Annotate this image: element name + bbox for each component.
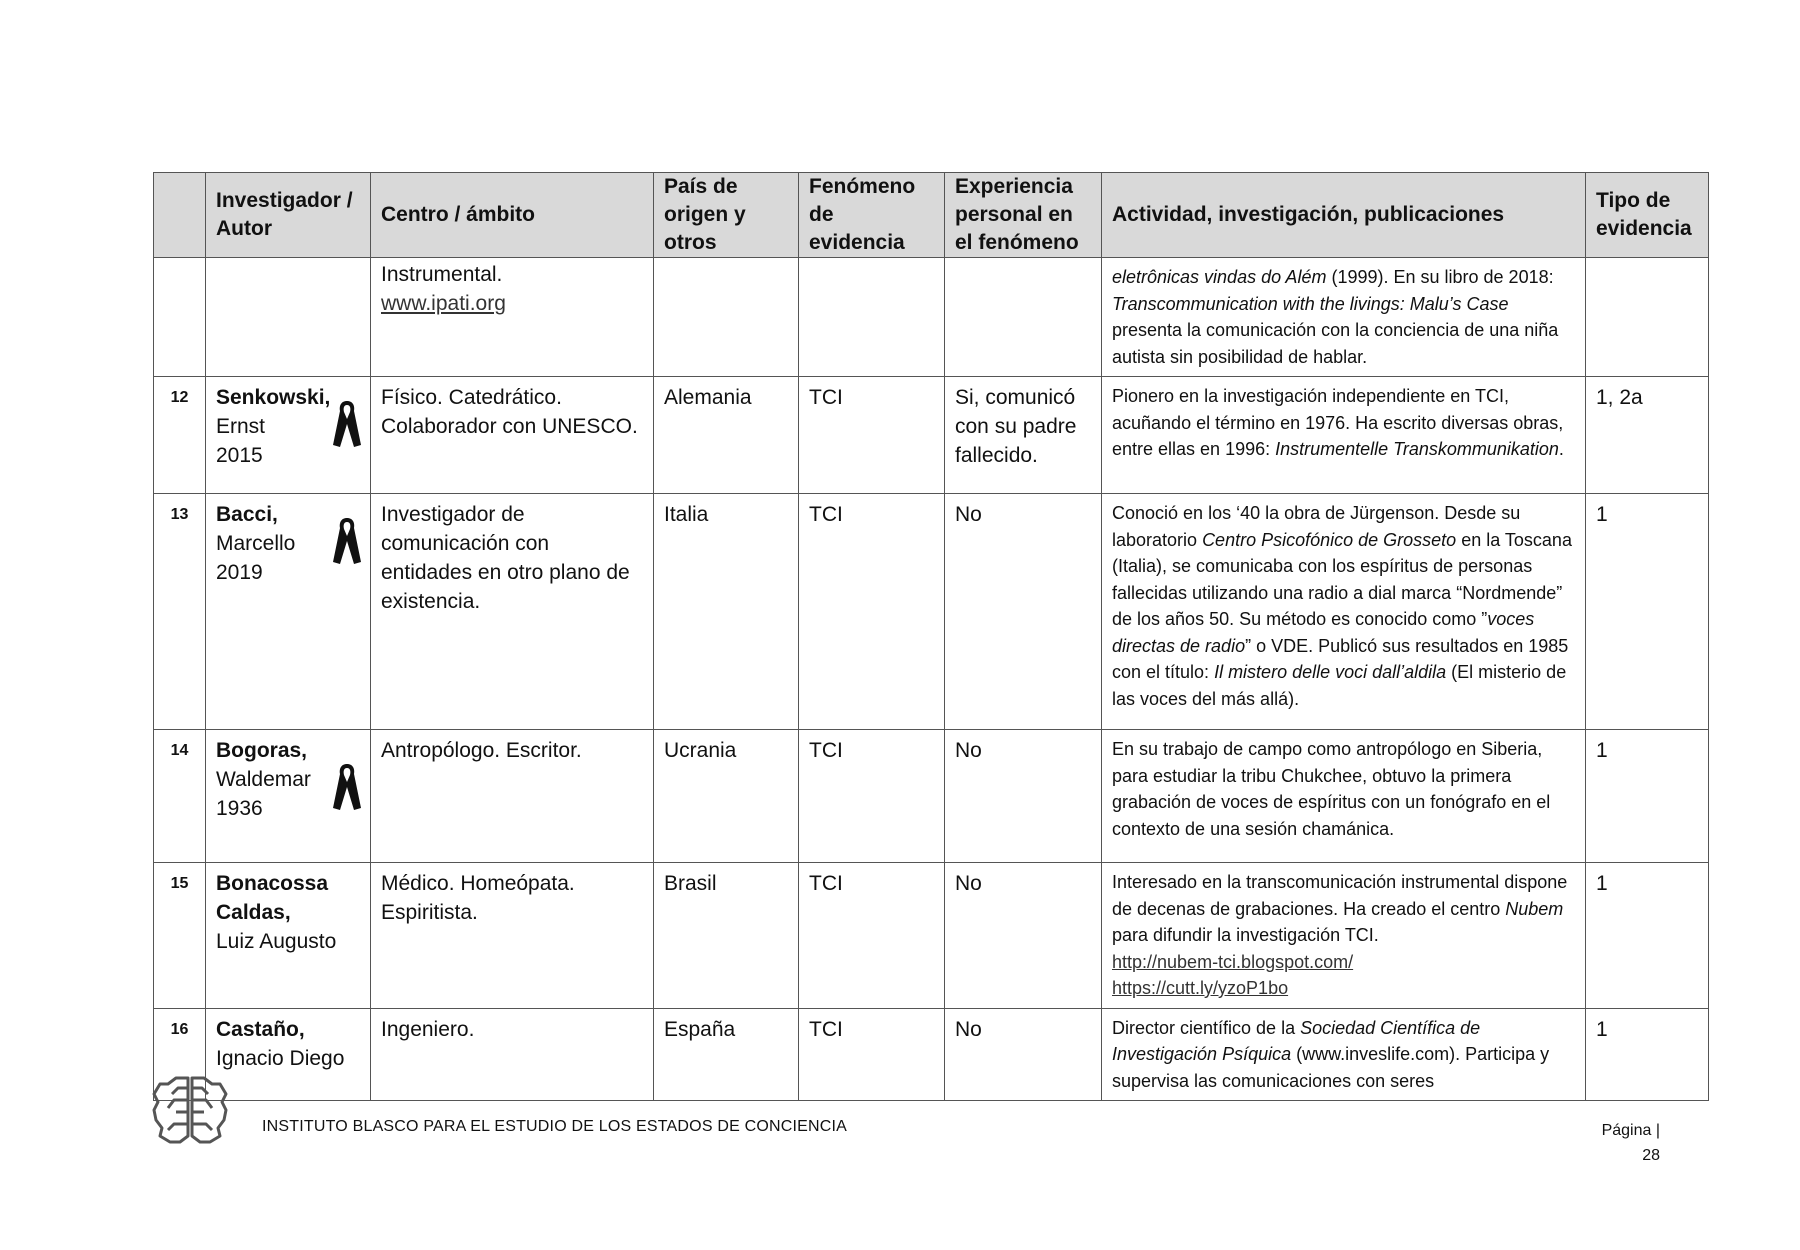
act-italic: Il mistero delle voci dall’aldila [1214, 662, 1447, 682]
header-pais: País de origen y otros [654, 173, 799, 258]
ipati-link[interactable]: www.ipati.org [381, 292, 506, 315]
cell-pais [654, 258, 799, 377]
given-name: Waldemar [216, 768, 311, 791]
cell-pais: Ucrania [654, 730, 799, 863]
surname: Bonacossa Caldas, [216, 872, 329, 924]
header-centro: Centro / ámbito [371, 173, 654, 258]
act-italic: Transcommunication with the livings: Malu’s Case [1112, 293, 1509, 314]
cell-actividad: En su trabajo de campo como antropólogo en Siberia, para estudiar la tribu Chukchee, obtuvo la primera grabación de voces de espíritus con un fonógrafo en el contexto de una sesión chamánica. [1102, 730, 1586, 863]
page-number: 28 [1642, 1147, 1660, 1164]
cell-investigador [206, 1008, 371, 1101]
given-name: Ernst [216, 415, 266, 438]
act-text: para difundir la investigación TCI. [1112, 925, 1379, 945]
act-italic: voces directas de radio [1112, 609, 1535, 656]
cell-actividad [1102, 863, 1586, 1009]
mourning-ribbon-icon [332, 760, 362, 816]
cell-tipo: 1 [1586, 1008, 1709, 1101]
cell-fenomeno: TCI [799, 377, 945, 494]
cell-tipo: 1 [1586, 494, 1709, 730]
researchers-table [153, 172, 1709, 1101]
row-number: 12 [154, 377, 206, 494]
act-text: en la Toscana (Italia), se comunicaba con los espíritus de personas fallecidas utilizando una radio a dial marca “Nordmende” de los años 50. Su método es conocido como ” [1112, 529, 1572, 629]
header-tipo: Tipo de evidencia [1586, 173, 1709, 258]
header-experiencia: Experiencia personal en el fenómeno [945, 173, 1102, 258]
cell-centro: Físico. Catedrático. Colaborador con UNESCO. [371, 377, 654, 494]
cell-experiencia: No [945, 863, 1102, 1009]
table-row [154, 258, 1709, 377]
table-row [154, 1008, 1709, 1101]
act-text: . [1558, 439, 1564, 459]
cell-actividad [1102, 377, 1586, 494]
header-fenomeno: Fenómeno de evidencia [799, 173, 945, 258]
cell-investigador [206, 863, 371, 1009]
given-name: Luiz Augusto [216, 930, 337, 953]
act-text: Conoció en los ‘40 la obra de Jürgenson. Desde su laboratorio [1112, 503, 1521, 550]
surname: Castaño, [216, 1017, 305, 1041]
act-italic: Instrumentelle Transkommunikation [1275, 439, 1559, 459]
act-text: (El misterio de las voces del más allá). [1112, 662, 1567, 709]
cell-fenomeno: TCI [799, 494, 945, 730]
header-actividad: Actividad, investigación, publicaciones [1102, 173, 1586, 258]
cell-pais: Alemania [654, 377, 799, 494]
cell-pais: Italia [654, 494, 799, 730]
surname: Bacci, [216, 503, 278, 526]
cell-fenomeno: TCI [799, 863, 945, 1009]
cell-experiencia: No [945, 730, 1102, 863]
row-number: 14 [154, 730, 206, 863]
cell-num [154, 258, 206, 377]
row-number: 16 [154, 1008, 206, 1101]
cell-experiencia: Si, comunicó con su padre fallecido. [945, 377, 1102, 494]
cell-centro: Médico. Homeópata. Espiritista. [371, 863, 654, 1009]
given-name: Ignacio Diego [216, 1046, 345, 1070]
act-text: ” o VDE. Publicó sus resultados en 1985 con el título: [1112, 635, 1569, 682]
cutt-link[interactable]: https://cutt.ly/yzoP1bo [1112, 978, 1289, 998]
act-text: (1999). En su libro de 2018: [1326, 267, 1554, 287]
cell-actividad [1102, 258, 1586, 377]
given-name: Marcello [216, 532, 296, 555]
cell-pais: Brasil [654, 863, 799, 1009]
surname: Senkowski, [216, 386, 331, 409]
row-number: 15 [154, 863, 206, 1009]
act-text: Pionero en la investigación independiente en TCI, acuñando el término en 1976. Ha escrito diversas obras, entre ellas en 1996: [1112, 386, 1564, 459]
act-text: presenta la comunicación con la conciencia de una niña autista sin posibilidad de hablar. [1112, 320, 1559, 367]
act-italic: eletrônicas vindas do Além [1112, 267, 1327, 287]
cell-investigador [206, 494, 371, 730]
cell-fenomeno [799, 258, 945, 377]
death-year: 2015 [216, 444, 263, 467]
table-row [154, 863, 1709, 1009]
cell-centro [371, 258, 654, 377]
cell-centro: Ingeniero. [371, 1008, 654, 1101]
act-italic: Centro Psicofónico de Grosseto [1202, 529, 1457, 550]
act-italic: Sociedad Científica de Investigación Psíquica [1112, 1017, 1481, 1064]
cell-investigador [206, 258, 371, 377]
cell-experiencia: No [945, 494, 1102, 730]
cell-tipo: 1 [1586, 863, 1709, 1009]
footer-institute: INSTITUTO BLASCO PARA EL ESTUDIO DE LOS ESTADOS DE CONCIENCIA [262, 1118, 848, 1135]
cell-tipo [1586, 258, 1709, 377]
row-number: 13 [154, 494, 206, 730]
mourning-ribbon-icon [332, 397, 362, 453]
cell-experiencia: No [945, 1008, 1102, 1101]
death-year: 2019 [216, 561, 263, 584]
cell-investigador [206, 377, 371, 494]
cell-fenomeno: TCI [799, 730, 945, 863]
cell-actividad [1102, 494, 1586, 730]
nubem-link[interactable]: http://nubem-tci.blogspot.com/ [1112, 951, 1354, 972]
act-text: Director científico de la [1112, 1017, 1301, 1038]
page-label: Página | [1601, 1122, 1660, 1139]
mourning-ribbon-icon [332, 514, 362, 570]
cell-fenomeno: TCI [799, 1008, 945, 1101]
cell-experiencia [945, 258, 1102, 377]
cell-tipo: 1 [1586, 730, 1709, 863]
table-row [154, 494, 1709, 730]
act-text: Interesado en la transcomunicación instrumental dispone de decenas de grabaciones. Ha creado el centro [1112, 872, 1568, 919]
cell-investigador [206, 730, 371, 863]
table-row [154, 377, 1709, 494]
cell-centro: Antropólogo. Escritor. [371, 730, 654, 863]
surname: Bogoras, [216, 739, 308, 762]
death-year: 1936 [216, 797, 263, 820]
table-row [154, 730, 1709, 863]
brain-logo-icon [150, 1072, 230, 1148]
header-investigador: Investigador / Autor [206, 173, 371, 258]
act-text: (www.inveslife.com). Participa y supervisa las comunicaciones con seres [1112, 1044, 1550, 1091]
cell-centro: Investigador de comunicación con entidades en otro plano de existencia. [371, 494, 654, 730]
cell-pais: España [654, 1008, 799, 1101]
table-header-row [154, 173, 1709, 258]
cell-actividad [1102, 1008, 1586, 1101]
header-num [154, 173, 206, 258]
act-italic: Nubem [1505, 898, 1564, 919]
cell-tipo: 1, 2a [1586, 377, 1709, 494]
footer-page-number [1580, 1118, 1660, 1168]
centro-text: Instrumental. [381, 263, 503, 286]
